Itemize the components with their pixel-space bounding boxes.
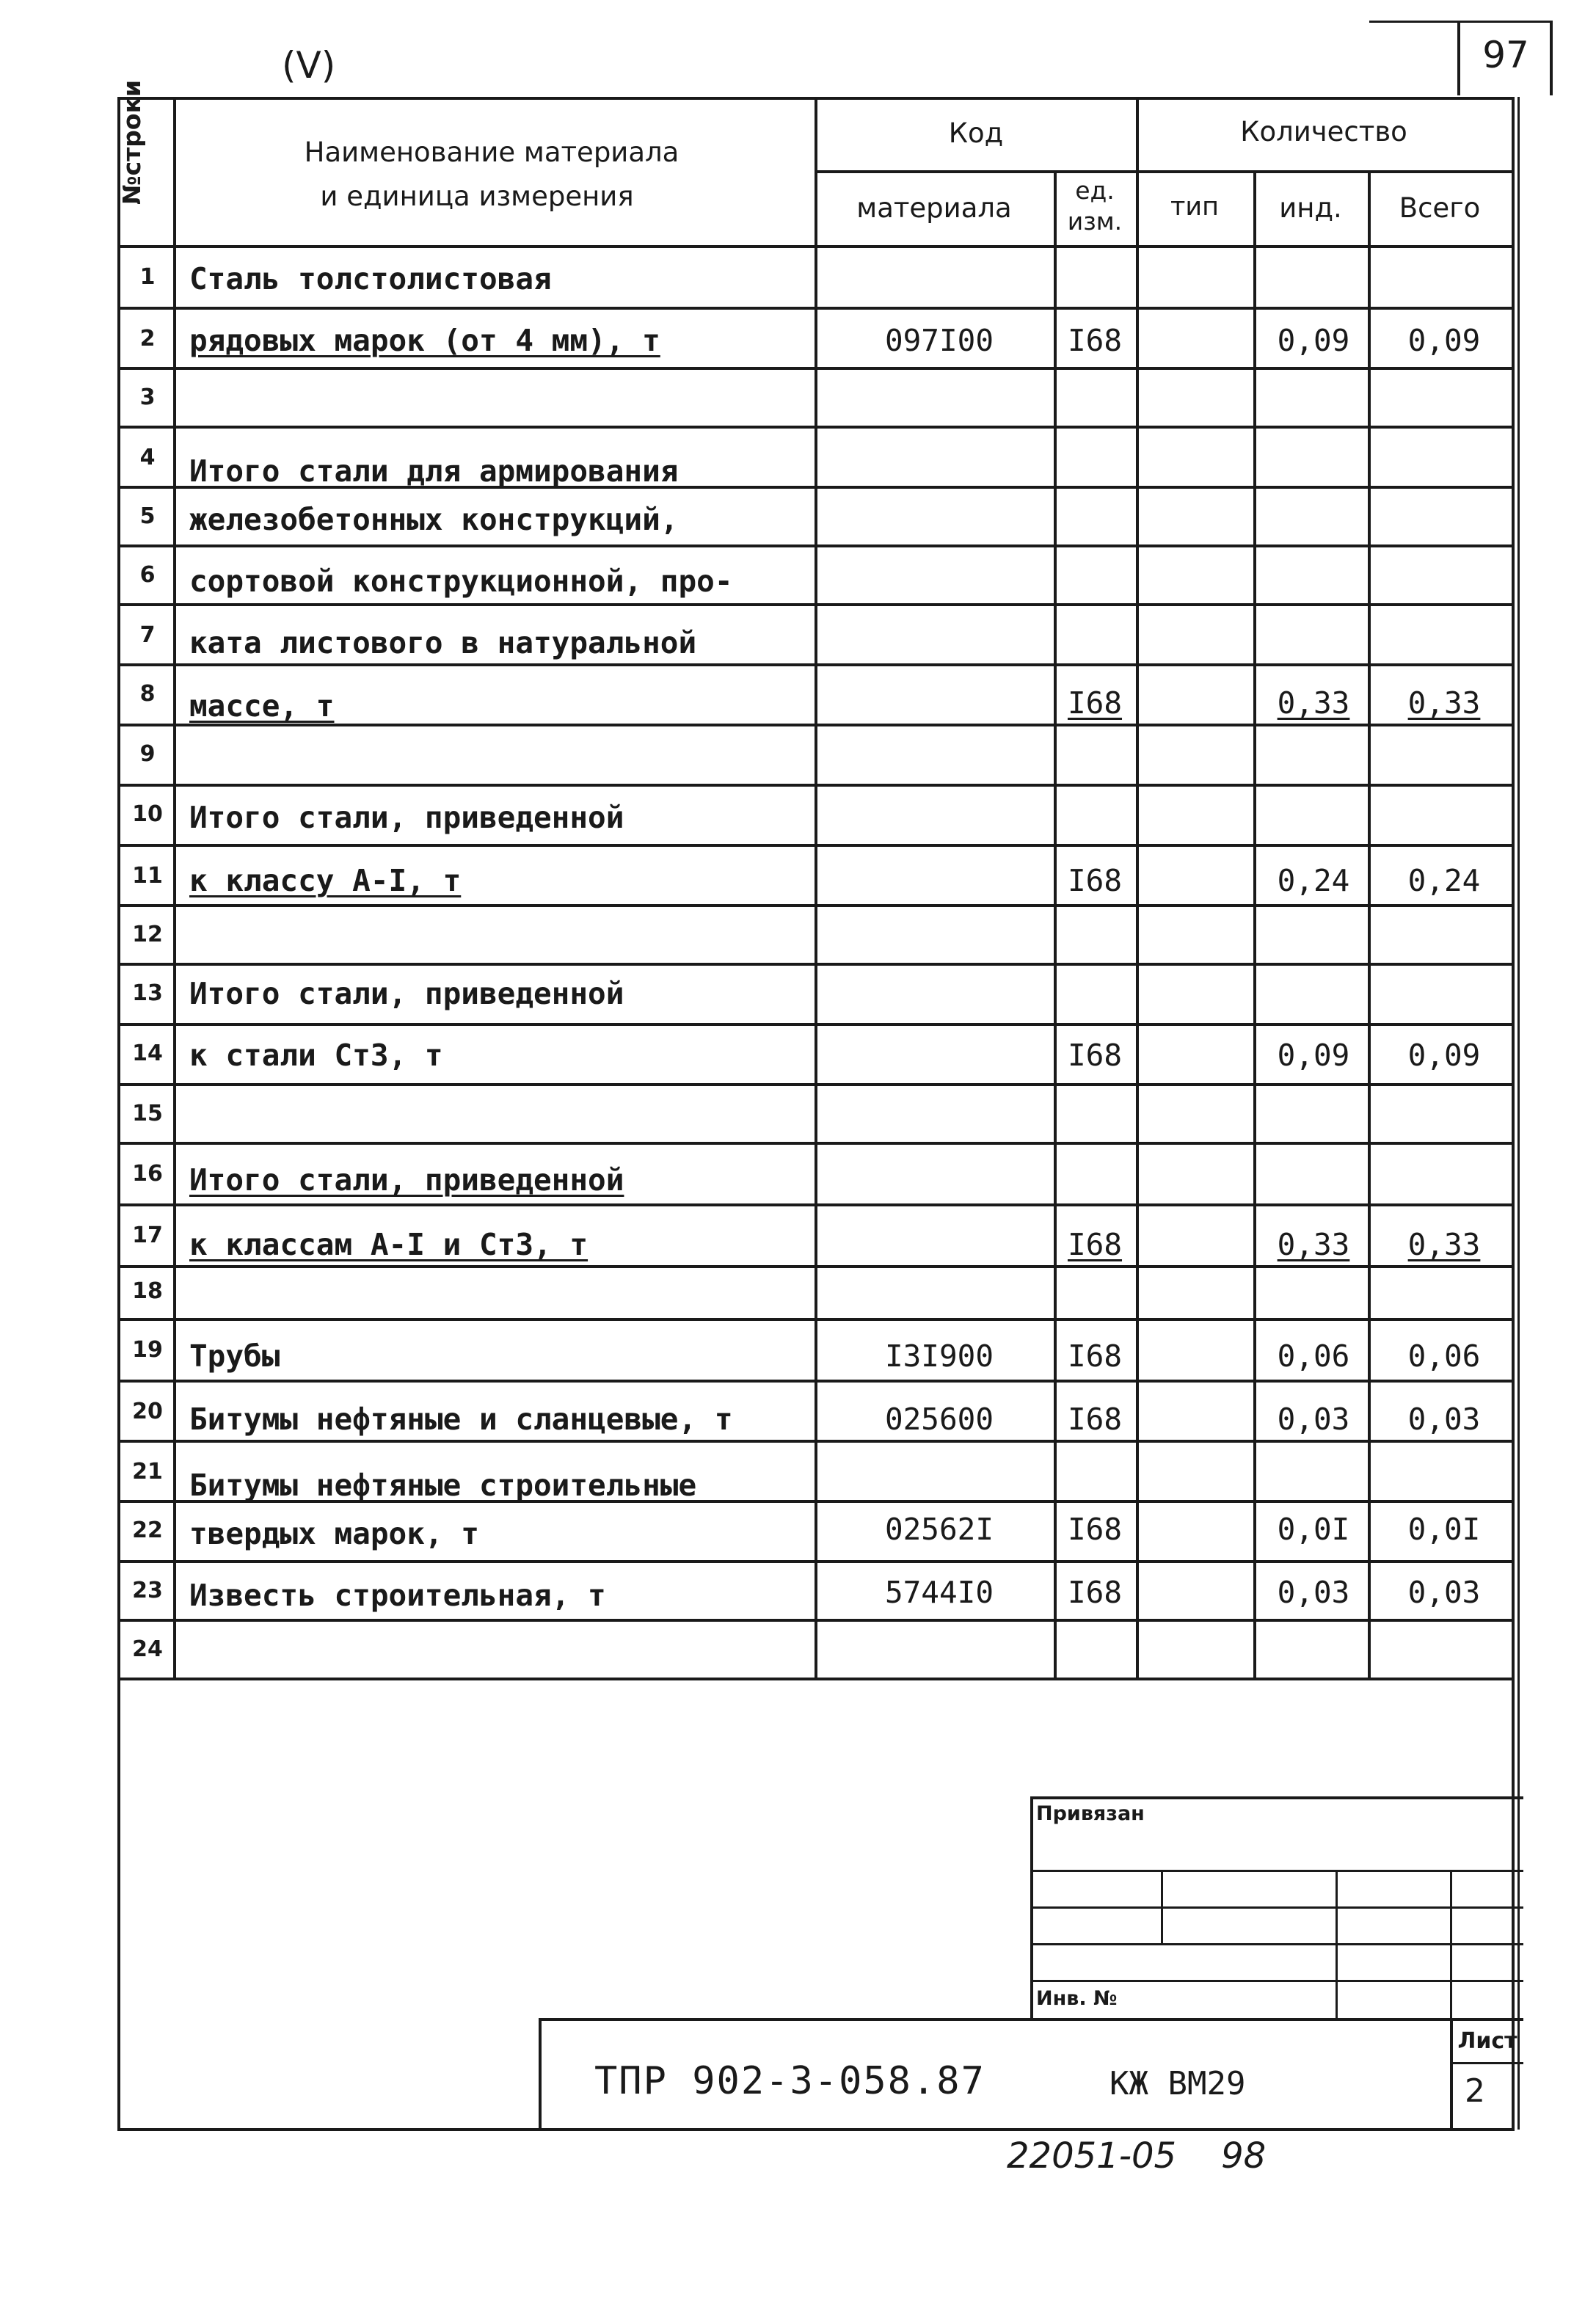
row-name: к классам А-I и Ст3, т bbox=[189, 1227, 589, 1262]
row-number: 7 bbox=[139, 622, 156, 648]
document-code: ТПР 902-3-058.87 bbox=[594, 2059, 985, 2103]
row-qty-ind: 0,24 bbox=[1277, 863, 1350, 898]
row-number: 14 bbox=[132, 1041, 163, 1066]
stamp-bound-top bbox=[1030, 1796, 1523, 1799]
row-number: 4 bbox=[139, 445, 156, 470]
row-line bbox=[117, 1142, 1515, 1145]
row-line bbox=[117, 1023, 1515, 1026]
row-name: сортовой конструкционной, про- bbox=[189, 564, 733, 599]
row-unit-code: I68 bbox=[1067, 1402, 1123, 1437]
row-number: 8 bbox=[139, 681, 156, 707]
row-qty-total: 0,03 bbox=[1407, 1575, 1481, 1610]
row-line bbox=[117, 1560, 1515, 1563]
sheet-box-divider bbox=[1450, 2062, 1523, 2064]
row-qty-ind: 0,33 bbox=[1277, 685, 1350, 721]
row-qty-ind: 0,09 bbox=[1277, 323, 1350, 358]
row-number: 3 bbox=[139, 385, 156, 410]
row-name: Итого стали, приведенной bbox=[189, 800, 624, 835]
row-number: 21 bbox=[132, 1459, 163, 1485]
row-number: 13 bbox=[132, 980, 163, 1006]
top-rule bbox=[1369, 21, 1553, 23]
header-qty-type: тип bbox=[1170, 192, 1220, 222]
row-number: 6 bbox=[139, 562, 156, 588]
row-unit-code: I68 bbox=[1067, 863, 1123, 898]
row-unit-code: I68 bbox=[1067, 685, 1123, 721]
row-number: 23 bbox=[132, 1578, 163, 1603]
row-number: 19 bbox=[132, 1337, 163, 1363]
header-qty-group: Количество bbox=[1240, 116, 1407, 147]
row-name: массе, т bbox=[189, 688, 335, 724]
row-qty-total: 0,24 bbox=[1407, 863, 1481, 898]
frame-bottom bbox=[117, 2128, 1515, 2131]
row-name: железобетонных конструкций, bbox=[189, 502, 679, 537]
header-code-unit-line1: ед. bbox=[1075, 176, 1115, 205]
row-qty-total: 0,09 bbox=[1407, 1038, 1481, 1073]
document-mark: КЖ ВМ29 bbox=[1109, 2065, 1246, 2102]
row-unit-code: I68 bbox=[1067, 1575, 1123, 1610]
row-name: к стали Ст3, т bbox=[189, 1038, 443, 1073]
row-line bbox=[117, 367, 1515, 370]
header-mid-line bbox=[815, 170, 1515, 173]
row-qty-total: 0,0I bbox=[1407, 1512, 1481, 1547]
row-qty-ind: 0,09 bbox=[1277, 1038, 1350, 1073]
frame-right bbox=[1512, 97, 1515, 2130]
header-name-line2: и единица измерения bbox=[320, 181, 634, 212]
row-number: 16 bbox=[132, 1161, 163, 1187]
header-row-number: №строки bbox=[117, 79, 146, 205]
page-number-box-left bbox=[1457, 21, 1460, 95]
row-name: Итого стали, приведенной bbox=[189, 976, 624, 1011]
row-qty-ind: 0,03 bbox=[1277, 1402, 1350, 1437]
row-qty-ind: 0,33 bbox=[1277, 1227, 1350, 1262]
row-name: Сталь толстолистовая bbox=[189, 261, 552, 296]
row-material-code: 025600 bbox=[884, 1402, 994, 1437]
title-block-top bbox=[539, 2018, 1523, 2021]
header-bottom-line bbox=[117, 245, 1515, 248]
page-number: 97 bbox=[1482, 34, 1529, 76]
row-unit-code: I68 bbox=[1067, 323, 1123, 358]
row-number: 1 bbox=[139, 264, 156, 290]
row-line bbox=[117, 1619, 1515, 1622]
sheet-number: 2 bbox=[1465, 2072, 1485, 2110]
row-line bbox=[117, 426, 1515, 429]
row-name: Битумы нефтяные и сланцевые, т bbox=[189, 1402, 733, 1437]
col-line-ind bbox=[1253, 170, 1256, 1678]
row-number: 22 bbox=[132, 1518, 163, 1543]
row-number: 20 bbox=[132, 1399, 163, 1424]
row-qty-ind: 0,03 bbox=[1277, 1575, 1350, 1610]
header-qty-total: Всего bbox=[1399, 192, 1481, 224]
row-qty-ind: 0,06 bbox=[1277, 1338, 1350, 1374]
row-name: Битумы нефтяные строительные bbox=[189, 1468, 697, 1503]
row-line bbox=[117, 1203, 1515, 1206]
row-material-code: 097I00 bbox=[884, 323, 994, 358]
row-qty-total: 0,03 bbox=[1407, 1402, 1481, 1437]
header-code-material: материала bbox=[856, 192, 1012, 224]
stamp-grid-col bbox=[1161, 1870, 1163, 1943]
row-name: рядовых марок (от 4 мм), т bbox=[189, 323, 660, 358]
row-number: 18 bbox=[132, 1278, 163, 1304]
row-number: 24 bbox=[132, 1636, 163, 1662]
row-line bbox=[117, 963, 1515, 966]
stamp-inventory-label: Инв. № bbox=[1036, 1987, 1118, 2010]
sheet-label: Лист bbox=[1457, 2028, 1517, 2054]
row-line bbox=[117, 724, 1515, 726]
row-number: 17 bbox=[132, 1223, 163, 1248]
row-number: 10 bbox=[132, 801, 163, 827]
col-line-unit bbox=[1054, 170, 1057, 1678]
row-name: твердых марок, т bbox=[189, 1516, 479, 1551]
title-block-left bbox=[539, 2018, 542, 2130]
row-line bbox=[117, 1380, 1515, 1383]
row-line bbox=[117, 844, 1515, 847]
row-qty-total: 0,33 bbox=[1407, 1227, 1481, 1262]
row-name: Известь строительная, т bbox=[189, 1578, 606, 1613]
row-name: ката листового в натуральной bbox=[189, 625, 697, 660]
row-material-code: 5744I0 bbox=[884, 1575, 994, 1610]
row-line bbox=[117, 307, 1515, 310]
row-line bbox=[117, 1440, 1515, 1443]
header-code-group: Код bbox=[948, 117, 1004, 149]
binding-margin-line bbox=[1517, 97, 1520, 2130]
row-qty-ind: 0,0I bbox=[1277, 1512, 1350, 1547]
row-number: 12 bbox=[132, 922, 163, 947]
row-unit-code: I68 bbox=[1067, 1512, 1123, 1547]
row-line bbox=[117, 784, 1515, 787]
row-line bbox=[117, 1265, 1515, 1268]
row-number: 2 bbox=[139, 326, 156, 352]
row-name: Трубы bbox=[189, 1338, 280, 1374]
row-number: 11 bbox=[132, 863, 163, 889]
stamp-bound-label: Привязан bbox=[1036, 1802, 1145, 1825]
row-unit-code: I68 bbox=[1067, 1227, 1123, 1262]
row-unit-code: I68 bbox=[1067, 1038, 1123, 1073]
row-line bbox=[117, 904, 1515, 907]
row-line bbox=[117, 544, 1515, 547]
header-code-unit-line2: изм. bbox=[1067, 207, 1123, 236]
section-mark: (V) bbox=[282, 44, 336, 87]
row-number: 15 bbox=[132, 1101, 163, 1126]
frame-left bbox=[117, 97, 120, 2130]
stamp-grid-col bbox=[1336, 1870, 1338, 2019]
row-number: 9 bbox=[139, 741, 156, 767]
row-material-code: 02562I bbox=[884, 1512, 994, 1547]
row-line bbox=[117, 663, 1515, 666]
row-line bbox=[117, 1318, 1515, 1321]
stamp-grid-col bbox=[1450, 1870, 1452, 2019]
row-name: Итого стали, приведенной bbox=[189, 1162, 624, 1198]
row-name: к классу А-I, т bbox=[189, 863, 462, 898]
row-qty-total: 0,09 bbox=[1407, 323, 1481, 358]
col-line-total bbox=[1368, 170, 1371, 1678]
row-qty-total: 0,33 bbox=[1407, 685, 1481, 721]
row-number: 5 bbox=[139, 503, 156, 529]
row-qty-total: 0,06 bbox=[1407, 1338, 1481, 1374]
row-line bbox=[117, 1083, 1515, 1086]
row-name: Итого стали для армирования bbox=[189, 454, 679, 489]
row-material-code: I3I900 bbox=[884, 1338, 994, 1374]
row-line bbox=[117, 603, 1515, 606]
header-name-line1: Наименование материала bbox=[304, 136, 679, 168]
row-line bbox=[117, 1678, 1515, 1680]
header-qty-ind: инд. bbox=[1279, 192, 1342, 224]
footer-note: 22051-05 98 bbox=[1007, 2135, 1267, 2177]
page-number-box-right bbox=[1550, 21, 1553, 95]
row-unit-code: I68 bbox=[1067, 1338, 1123, 1374]
